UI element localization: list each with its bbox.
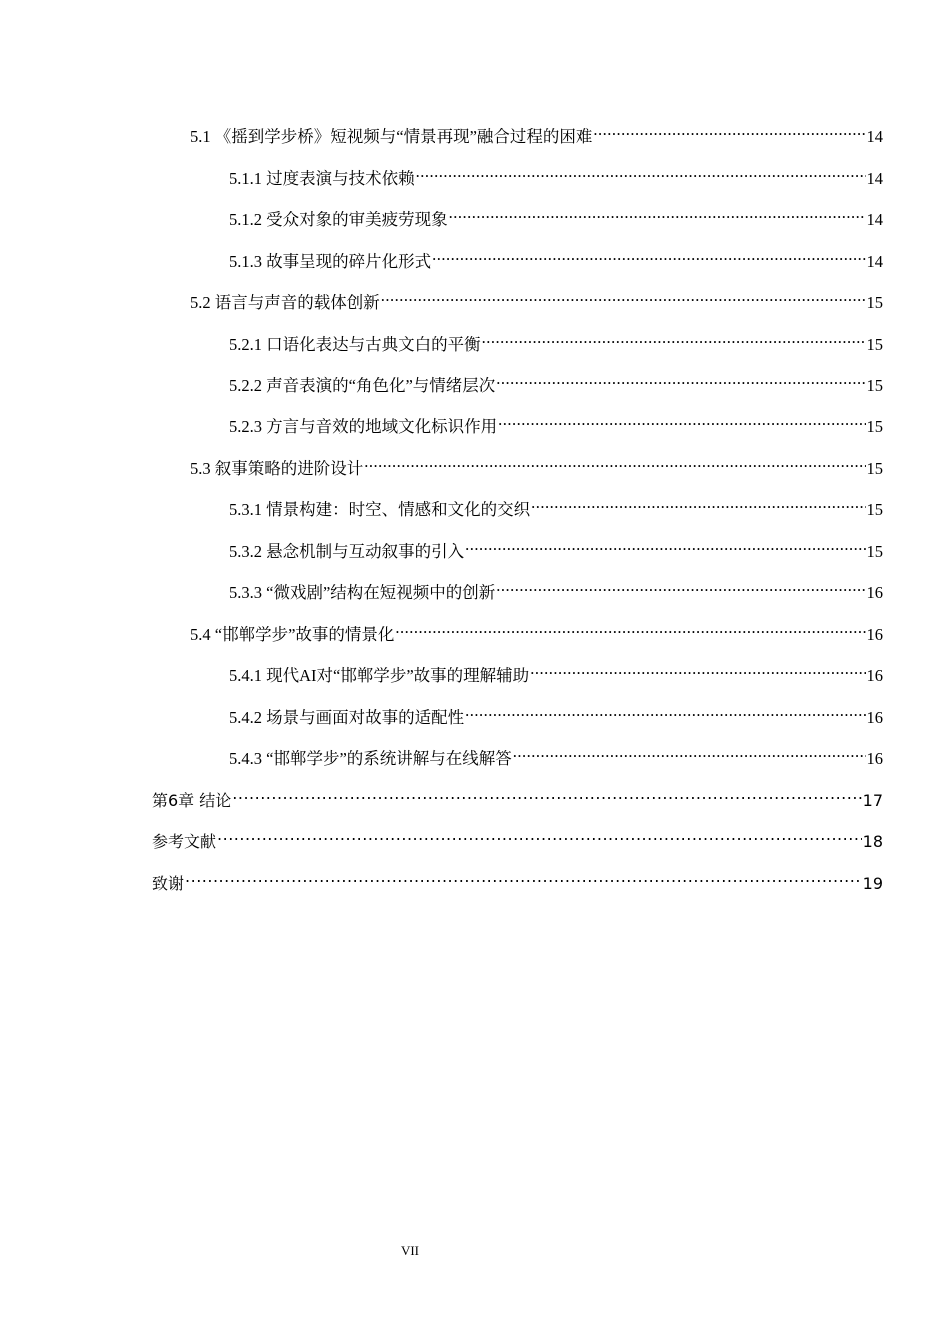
toc-leader-dots: [381, 284, 866, 308]
toc-leader-dots: [593, 118, 865, 142]
toc-leader-dots: [496, 367, 865, 391]
toc-entry[interactable]: [190, 118, 883, 146]
toc-entry-title: 5.2.1 口语化表达与古典文白的平衡: [229, 335, 481, 354]
toc-leader-dots: [465, 699, 865, 723]
toc-entry-title: 5.1.2 受众对象的审美疲劳现象: [229, 210, 448, 229]
toc-entry[interactable]: [229, 367, 883, 395]
toc-entry-page: 15: [866, 335, 883, 354]
toc-entry-title: 5.3.3 “微戏剧”结构在短视频中的创新: [229, 583, 496, 602]
toc-leader-dots: [185, 865, 862, 889]
toc-entry[interactable]: [229, 491, 883, 519]
toc-leader-dots: [416, 160, 866, 184]
page-number: VII: [400, 1243, 420, 1258]
toc-leader-dots: [465, 533, 865, 557]
toc-entry[interactable]: [229, 243, 883, 271]
toc-leader-dots: [531, 491, 865, 515]
toc-entry[interactable]: [229, 160, 883, 188]
toc-entry-title: 5.2.3 方言与音效的地域文化标识作用: [229, 417, 498, 436]
toc-entry-title: 5.1.3 故事呈现的碎片化形式: [229, 252, 432, 271]
toc-entry-page: 14: [866, 252, 883, 271]
toc-entry-title: 5.4.2 场景与画面对故事的适配性: [229, 708, 465, 727]
toc-entry-page: 16: [866, 625, 883, 644]
toc-entry-page: 14: [866, 169, 883, 188]
toc-entry-page: 15: [866, 459, 883, 478]
toc-entry[interactable]: [229, 740, 883, 768]
toc-leader-dots: [513, 740, 866, 764]
toc-entry-page: 17: [862, 791, 883, 810]
toc-entry-title: 5.1.1 过度表演与技术依赖: [229, 169, 415, 188]
toc-entry-page: 16: [866, 708, 883, 727]
toc-entry-page: 15: [866, 417, 883, 436]
toc-entry-page: 15: [866, 293, 883, 312]
toc-entry-page: 15: [866, 376, 883, 395]
toc-leader-dots: [496, 574, 865, 598]
toc-entry-page: 16: [866, 666, 883, 685]
toc-entry-title: 第6章 结论: [152, 791, 232, 810]
toc-entry-title: 参考文献: [152, 832, 217, 851]
toc-entry-title: 5.2.2 声音表演的“角色化”与情绪层次: [229, 376, 496, 395]
toc-entry-title: 5.4.3 “邯郸学步”的系统讲解与在线解答: [229, 749, 512, 768]
toc-entry-chapter[interactable]: [152, 782, 883, 810]
toc-leader-dots: [395, 616, 865, 640]
toc-entry[interactable]: [190, 450, 883, 478]
toc-entry-chapter[interactable]: [152, 865, 883, 893]
toc-entry-page: 18: [862, 832, 883, 851]
toc-entry-page: 15: [866, 542, 883, 561]
toc-entry[interactable]: [229, 326, 883, 354]
toc-entry[interactable]: [190, 284, 883, 312]
toc-leader-dots: [530, 657, 865, 681]
toc-entry-title: 5.1 《摇到学步桥》短视频与“情景再现”融合过程的困难: [190, 127, 593, 146]
toc-leader-dots: [449, 201, 866, 225]
toc-entry[interactable]: [229, 533, 883, 561]
toc-leader-dots: [232, 782, 861, 806]
toc-entry-title: 5.3 叙事策略的进阶设计: [190, 459, 364, 478]
toc-entry-title: 致谢: [152, 874, 185, 893]
toc-entry-title: 5.3.1 情景构建：时空、情感和文化的交织: [229, 500, 531, 519]
toc-entry-title: 5.3.2 悬念机制与互动叙事的引入: [229, 542, 465, 561]
toc-leader-dots: [217, 823, 862, 847]
toc-leader-dots: [364, 450, 865, 474]
toc-leader-dots: [482, 326, 866, 350]
toc-entry-page: 19: [862, 874, 883, 893]
toc-entry-page: 16: [866, 583, 883, 602]
toc-entry-page: 15: [866, 500, 883, 519]
toc-entry-page: 14: [866, 210, 883, 229]
toc-entry-page: 16: [866, 749, 883, 768]
toc-entry-title: 5.2 语言与声音的载体创新: [190, 293, 380, 312]
toc-entry-chapter[interactable]: [152, 823, 883, 851]
toc-entry[interactable]: [229, 657, 883, 685]
toc-entry[interactable]: [229, 201, 883, 229]
toc-leader-dots: [498, 408, 865, 432]
toc-entry-title: 5.4 “邯郸学步”故事的情景化: [190, 625, 395, 644]
toc-entry[interactable]: [229, 408, 883, 436]
toc-entry[interactable]: [190, 616, 883, 644]
toc-entry[interactable]: [229, 699, 883, 727]
toc-entry[interactable]: [229, 574, 883, 602]
toc-leader-dots: [432, 243, 865, 267]
toc-entry-page: 14: [866, 127, 883, 146]
toc-entry-title: 5.4.1 现代AI对“邯郸学步”故事的理解辅助: [229, 666, 530, 685]
